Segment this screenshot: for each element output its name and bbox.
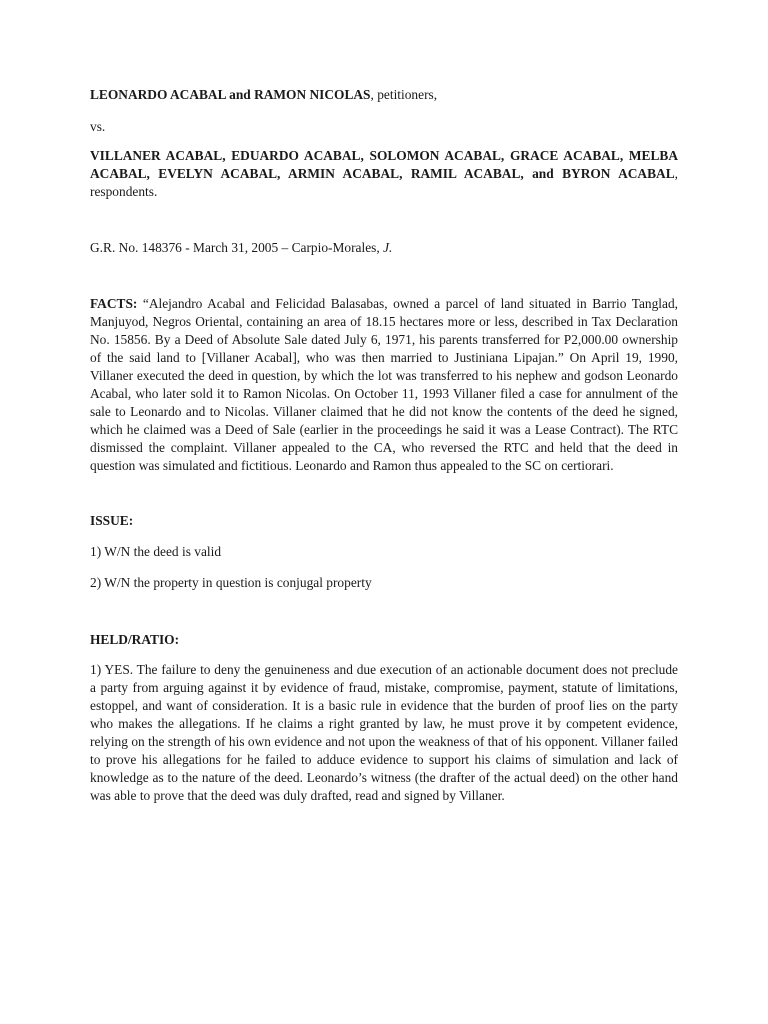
versus-line: vs. xyxy=(90,119,106,134)
petitioners-names: LEONARDO ACABAL and RAMON NICOLAS xyxy=(90,87,371,102)
issue-item-2: 2) W/N the property in question is conjugal property xyxy=(90,575,372,590)
petitioners-role: , petitioners, xyxy=(370,87,438,102)
facts-paragraph xyxy=(90,295,678,475)
justice-suffix: J. xyxy=(383,240,393,255)
respondents-role: , respondents. xyxy=(90,166,678,199)
facts-label: FACTS: xyxy=(90,296,138,311)
held-heading: HELD/RATIO: xyxy=(90,632,180,647)
citation-text: G.R. No. 148376 - March 31, 2005 – Carpio-Morales, xyxy=(90,240,384,255)
held-paragraph: 1) YES. The failure to deny the genuineness and due execution of an actionable document does not preclude a party from arguing against it by evidence of fraud, mistake, compromise, payment, statute of limitations, estoppel, and want of consideration. It is a basic rule in evidence that the burden of proof lies on the party who makes the allegations. If he claims a right granted by law, he must prove it by competent evidence, relying on the strength of his own evidence and not upon the weakness of that of his opponent. Villaner failed to prove his allegations for he failed to adduce evidence to support his claims of simulation and lack of knowledge as to the nature of the deed. Leonardo’s witness (the drafter of the actual deed) on the other hand was able to prove that the deed was duly drafted, read and signed by Villaner. xyxy=(90,662,678,803)
respondents-line xyxy=(90,147,678,201)
respondents-names: VILLANER ACABAL, EDUARDO ACABAL, SOLOMON ACABAL, GRACE ACABAL, MELBA ACABAL, EVELYN ACABAL, ARMIN ACABAL, RAMIL ACABAL, and BYRON ACABAL xyxy=(90,148,678,181)
case-citation xyxy=(90,239,678,257)
petitioners-line xyxy=(90,86,678,104)
issue-heading: ISSUE: xyxy=(90,513,134,528)
document-page xyxy=(90,86,678,805)
issue-item-1: 1) W/N the deed is valid xyxy=(90,544,222,559)
facts-body: “Alejandro Acabal and Felicidad Balasabas, owned a parcel of land situated in Barrio Tanglad, Manjuyod, Negros Oriental, containing an area of 18.15 hectares more or less, described in Tax Declaration No. 15856. By a Deed of Absolute Sale dated July 6, 1971, his parents transferred for P2,000.00 ownership of the said land to [Villaner Acabal], who was then married to Justiniana Lipajan.” On April 19, 1990, Villaner executed the deed in question, by which the lot was transferred to his nephew and godson Leonardo Acabal, who later sold it to Ramon Nicolas. On October 11, 1993 Villaner filed a case for annulment of the sale to Leonardo and to Nicolas. Villaner claimed that he did not know the contents of the deed he signed, which he claimed was a Deed of Sale (earlier in the proceedings he said it was a Lease Contract). The RTC dismissed the complaint. Villaner appealed to the CA, who reversed the RTC and held that the deed in question was simulated and fictitious. Leonardo and Ramon thus appealed to the SC on certiorari. xyxy=(90,296,678,473)
